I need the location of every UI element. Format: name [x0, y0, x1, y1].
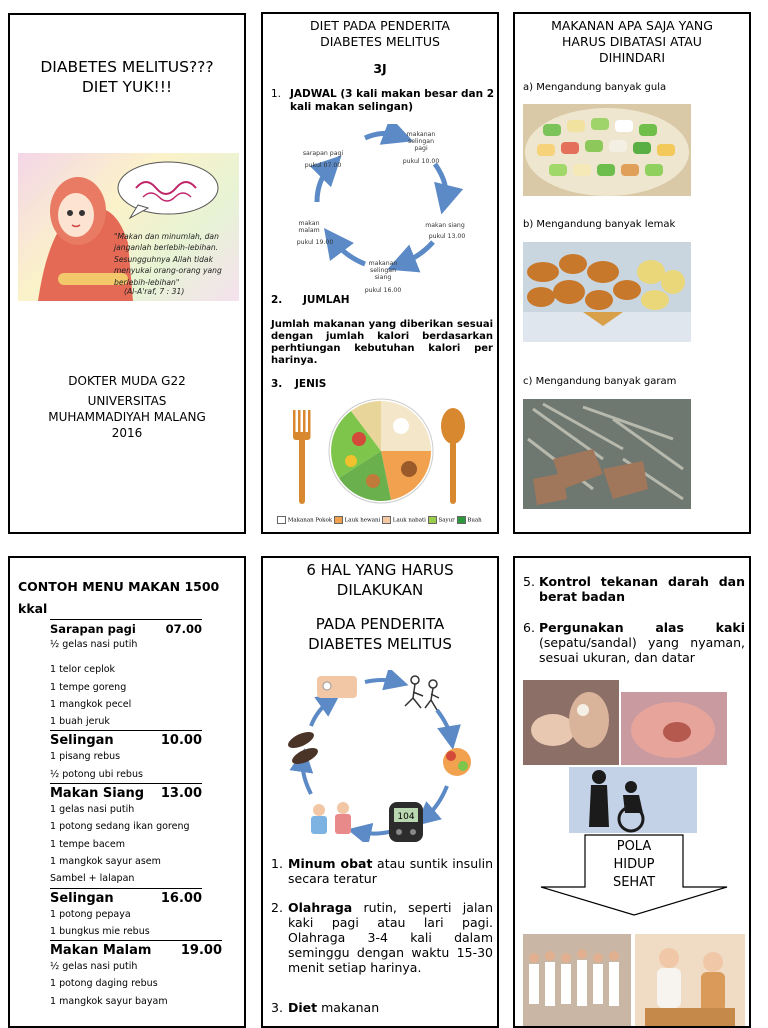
- caption-salt: c) Mengandung banyak garam: [523, 376, 677, 387]
- legend-swatch-hewani: [334, 516, 343, 524]
- wheelchair-photo: [569, 767, 697, 833]
- menu-item: 1 mangkok pecel: [50, 698, 132, 710]
- arrow-text-line1: POLA: [616, 839, 652, 854]
- six-things-panel: [261, 556, 499, 1028]
- diabetic-foot-photo-1: [523, 680, 619, 765]
- legend-swatch-pokok: [277, 516, 286, 524]
- diabetic-foot-photo-2: [621, 692, 727, 765]
- healthy-food-icon: [443, 748, 471, 776]
- meal-header: [50, 888, 202, 906]
- jenis-title: JENIS: [295, 378, 327, 390]
- item-3-bold: Diet: [288, 1000, 318, 1015]
- hijab-girl-illustration: [18, 153, 239, 301]
- item-5: [523, 574, 745, 604]
- legend-label-sayur: Sayur: [438, 517, 455, 524]
- item-3-number: 3.: [271, 1000, 283, 1015]
- sweet-snacks-photo: [523, 104, 691, 196]
- doctor-patient-icon: [311, 802, 351, 834]
- diet-title-line1: DIET PADA PENDERITA: [310, 18, 450, 33]
- menu-title: [18, 576, 242, 620]
- item-2-text: rutin, seperti jalan kaki pagi atau lari pagi. Olahraga 3-4 kali dalam seminggu dengan waktu 15-30 menit setiap harinya.: [288, 900, 493, 975]
- limit-title-line1: MAKANAN APA SAJA YANG: [551, 18, 713, 33]
- menu-item: 1 telor ceplok: [50, 664, 116, 676]
- quote-reference: (Al-A'raf, 7 : 31): [124, 287, 185, 296]
- six-things-title-line3: PADA PENDERITA: [315, 615, 445, 633]
- item-2-number: 2.: [271, 900, 283, 915]
- cycle-node4-l1: makan: [298, 220, 320, 227]
- foods-to-limit-panel: [513, 12, 751, 534]
- healthy-lifestyle-label: [585, 838, 683, 892]
- fork-icon: [293, 410, 311, 504]
- cycle-node1-l3: pagi: [414, 145, 428, 152]
- item-3-text: makanan: [317, 1000, 380, 1015]
- jenis-number: 3.: [271, 378, 283, 390]
- meal-time: 07.00: [165, 622, 202, 636]
- jumlah-number: 2.: [271, 294, 283, 306]
- medicine-hand-icon: [317, 676, 357, 698]
- diet-title: [263, 18, 497, 50]
- legend-label-nabati: Lauk nabati: [392, 517, 426, 524]
- item-6-bold: Pergunakan alas kaki: [539, 620, 745, 635]
- cycle-node2-l2: pukul 13.00: [428, 233, 466, 240]
- diet-title-line2: DIABETES MELITUS: [320, 34, 440, 49]
- menu-example-panel: [8, 556, 246, 1028]
- cycle-node1-l4: pukul 10.00: [402, 158, 440, 165]
- meal-name: Selingan: [50, 733, 114, 749]
- cycle-node5-l1: sarapan pagi: [302, 150, 344, 157]
- diet-3j-panel: [261, 12, 499, 534]
- cycle-node3-l3: siang: [374, 274, 392, 281]
- menu-item: 1 potong pepaya: [50, 908, 131, 920]
- fried-foods-photo: [523, 242, 691, 342]
- item-1-bold: Minum obat: [288, 856, 373, 871]
- food-plate-illustration: [291, 396, 471, 506]
- meal-time: 16.00: [160, 890, 202, 906]
- group-exercise-photo: [523, 934, 631, 1026]
- menu-item: 1 tempe bacem: [50, 838, 125, 850]
- elderly-couple-photo: [635, 934, 745, 1026]
- meal-header: [50, 619, 202, 636]
- meal-name: Makan Malam: [50, 943, 152, 959]
- menu-item: 1 pisang rebus: [50, 751, 121, 763]
- meal-header: [50, 940, 222, 958]
- jumlah-title: JUMLAH: [303, 294, 350, 306]
- glucose-meter-icon: [389, 802, 423, 842]
- six-things-title: [263, 560, 497, 654]
- diet-subtitle: 3J: [373, 61, 387, 76]
- running-people-icon: [405, 676, 439, 710]
- cycle-node3-l4: pukul 16.00: [364, 287, 402, 294]
- lifestyle-panel: [513, 556, 751, 1028]
- menu-title-line2: kkal: [18, 601, 48, 616]
- menu-item: 1 potong daging rebus: [50, 978, 158, 990]
- item-3: [271, 1000, 493, 1015]
- jadwal-number: 1.: [271, 88, 282, 100]
- menu-item: 1 tempe goreng: [50, 681, 127, 693]
- cover-title-line2: DIET YUK!!!: [81, 78, 173, 96]
- item-6-text: (sepatu/sandal) yang nyaman, sesuai ukuran, dan datar: [539, 635, 745, 665]
- meal-name: Makan Siang: [50, 786, 145, 802]
- meal-name: Sarapan pagi: [50, 622, 136, 636]
- menu-item: ½ gelas nasi putih: [50, 639, 138, 650]
- food-plate-pie: [329, 399, 433, 503]
- legend-swatch-sayur: [428, 516, 437, 524]
- six-things-title-line1: 6 HAL YANG HARUS: [306, 561, 454, 579]
- menu-item: 1 mangkok sayur bayam: [50, 995, 168, 1007]
- cycle-node1-l2: selingan: [407, 138, 435, 145]
- cover-title: [10, 57, 244, 97]
- item-2-bold: Olahraga: [288, 900, 353, 915]
- six-things-title-line2: DILAKUKAN: [336, 581, 424, 599]
- meal-header: [50, 730, 202, 748]
- author-line3: MUHAMMADIYAH MALANG: [48, 410, 206, 424]
- meal-schedule-cycle: [283, 124, 483, 294]
- menu-list: [50, 619, 222, 1010]
- jumlah-text: Jumlah makanan yang diberikan sesuai dengan jumlah kalori berdasarkan perhtiungan kebutuhan kalori per harinya.: [271, 319, 493, 366]
- meal-time: 10.00: [160, 733, 202, 749]
- menu-item: 1 buah jeruk: [50, 716, 110, 728]
- jadwal-text: JADWAL (3 kali makan besar dan 2 kali makan selingan): [290, 88, 495, 113]
- cycle-node5-l2: pukul 07.00: [304, 162, 342, 169]
- cycle-node3-l1: makanan: [368, 260, 398, 267]
- menu-item: 1 bungkus mie rebus: [50, 925, 150, 937]
- item-2: [271, 900, 493, 975]
- legend-label-hewani: Lauk hewani: [344, 517, 381, 524]
- limit-title-line2: HARUS DIBATASI ATAU: [562, 34, 702, 49]
- legend-label-pokok: Makanan Pokok: [287, 517, 333, 524]
- cycle-node2-l1: makan siang: [425, 222, 465, 229]
- caption-fat: b) Mengandung banyak lemak: [523, 219, 676, 230]
- author-line2: UNIVERSITAS: [87, 394, 167, 408]
- meal-name: Selingan: [50, 890, 114, 906]
- legend-swatch-buah: [457, 516, 466, 524]
- meal-time: 13.00: [160, 786, 202, 802]
- glucose-reading: 104: [397, 812, 415, 822]
- arrow-text-line2: HIDUP: [613, 857, 655, 872]
- six-things-title-line4: DIABETES MELITUS: [308, 635, 452, 653]
- item-1-text: atau suntik insulin secara teratur: [288, 856, 493, 886]
- menu-item: 1 mangkok sayur asem: [50, 855, 161, 867]
- legend-label-buah: Buah: [467, 517, 482, 524]
- caption-sugar: a) Mengandung banyak gula: [523, 82, 667, 93]
- cycle-node4-l2: malam: [298, 227, 320, 234]
- cover-panel: [8, 13, 246, 534]
- arrow-text-line3: SEHAT: [612, 875, 656, 890]
- item-5-bold: Kontrol tekanan darah dan berat badan: [539, 574, 745, 604]
- sandals-icon: [287, 729, 320, 768]
- menu-item: 1 gelas nasi putih: [50, 804, 135, 816]
- menu-item: ½ gelas nasi putih: [50, 961, 138, 973]
- limit-title: [515, 18, 749, 66]
- author-year: 2016: [111, 426, 143, 440]
- menu-item: 1 potong sedang ikan goreng: [50, 821, 190, 833]
- item-6-number: 6.: [523, 620, 535, 635]
- salted-fish-photo: [523, 399, 691, 509]
- cover-title-line1: DIABETES MELITUS???: [40, 58, 214, 76]
- six-things-cycle: [287, 670, 479, 842]
- legend-swatch-nabati: [382, 516, 391, 524]
- meal-time: 19.00: [180, 943, 222, 959]
- meal-header: [50, 783, 202, 801]
- cycle-node4-l3: pukul 19.00: [296, 239, 334, 246]
- limit-title-line3: DIHINDARI: [598, 50, 666, 65]
- menu-item: Sambel + lalapan: [50, 873, 135, 885]
- spoon-icon: [441, 408, 465, 504]
- item-1-number: 1.: [271, 856, 283, 871]
- menu-item: ½ potong ubi rebus: [50, 768, 143, 780]
- item-1: [271, 856, 493, 886]
- food-plate-legend: [277, 516, 497, 524]
- author-line1: DOKTER MUDA G22: [68, 374, 186, 388]
- item-6: [523, 620, 745, 665]
- author-block: [10, 373, 244, 441]
- quote-text: "Makan dan minumlah, dan janganlah berlebih-lebihan. Sesungguhnya Allah tidak menyukai orang-orang yang berlebih-lebihan": [114, 232, 222, 287]
- cycle-node3-l2: selingan: [369, 267, 397, 274]
- cycle-node1-l1: makanan: [406, 131, 436, 138]
- menu-title-line1: CONTOH MENU MAKAN 1500: [18, 579, 220, 594]
- item-5-number: 5.: [523, 574, 535, 589]
